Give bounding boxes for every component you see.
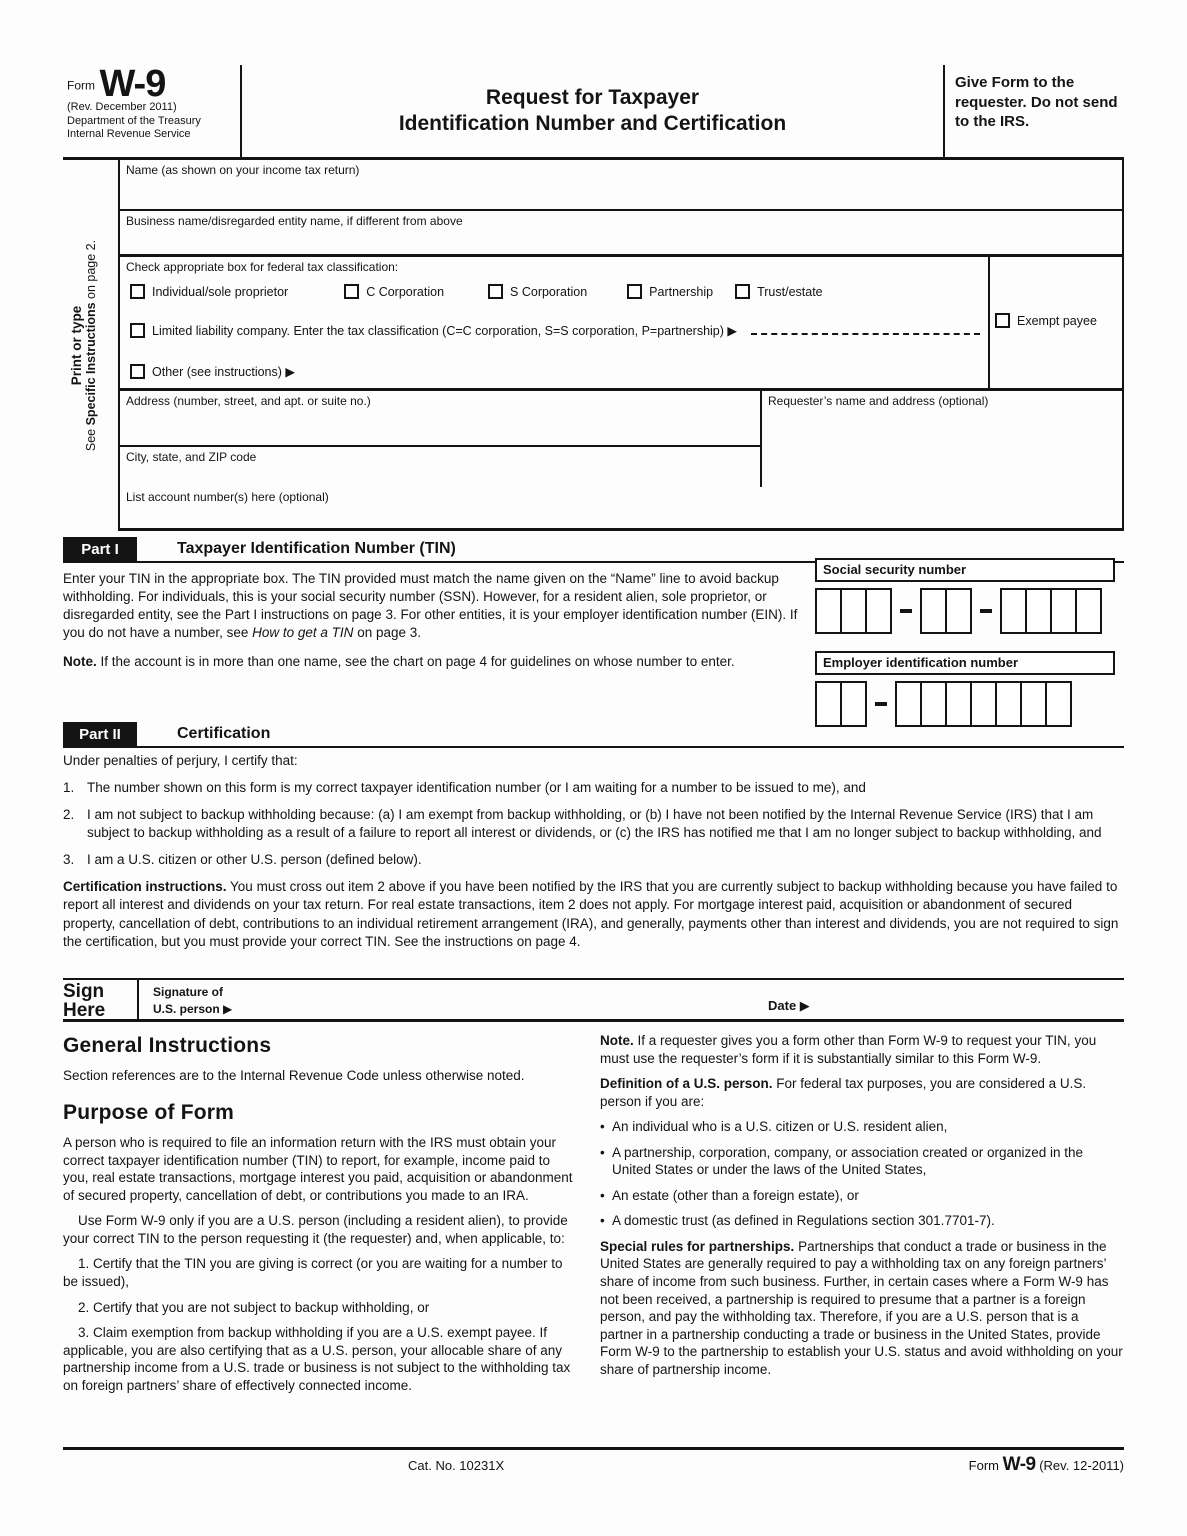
city-state-zip-field[interactable] xyxy=(120,447,762,487)
part1-badge: Part I xyxy=(63,537,137,561)
print-or-type-line: Print or type xyxy=(69,305,84,386)
classification-s-corp xyxy=(488,284,587,299)
see-instructions-line: See Specific Instructions on page 2. xyxy=(84,239,98,452)
tin-cell[interactable] xyxy=(945,681,972,727)
part2-title: Certification xyxy=(177,725,271,742)
sign-here-section xyxy=(63,978,1124,1022)
form-title-line2: Identification Number and Certification xyxy=(398,112,787,135)
us-person-bullet-3: • An estate (other than a foreign estate), or xyxy=(600,1187,1124,1205)
tin-instructions xyxy=(63,570,811,671)
tax-classification-section xyxy=(120,257,1122,391)
llc-label: Limited liability company. Enter the tax classification (C=C corporation, S=S corporation, P=partnership) ▶ xyxy=(152,324,737,338)
instructions-left-column xyxy=(63,1032,576,1394)
certification-item-3: 3. I am a U.S. citizen or other U.S. person (defined below). xyxy=(63,852,422,868)
classification-c-corp xyxy=(344,284,444,299)
general-instructions-paragraph: Section references are to the Internal Revenue Code unless otherwise noted. xyxy=(63,1068,525,1084)
ssn-panel xyxy=(815,558,1115,634)
tin-note: Note. If the account is in more than one name, see the chart on page 4 for guidelines on whose number to enter. xyxy=(63,654,735,670)
tin-cell[interactable] xyxy=(945,588,972,634)
certification-section xyxy=(63,752,1124,951)
form-identity-block xyxy=(63,65,240,157)
part2-badge: Part II xyxy=(63,722,137,746)
trust-estate-label: Trust/estate xyxy=(757,284,823,299)
exempt-payee-checkbox[interactable] xyxy=(995,313,1010,328)
ein-cells xyxy=(815,681,1115,727)
catalog-number: Cat. No. 10231X xyxy=(408,1458,505,1473)
llc-classification-entry-line[interactable] xyxy=(751,333,980,335)
form-header xyxy=(63,65,1124,160)
exempt-payee-label: Exempt payee xyxy=(1017,313,1097,328)
purpose-item-1: 1. Certify that the TIN you are giving is correct (or you are waiting for a number to be issued), xyxy=(63,1256,563,1289)
form-title-line1: Request for Taxpayer xyxy=(485,85,700,109)
classification-partnership xyxy=(627,284,713,299)
requester-form-note: Note. If a requester gives you a form other than Form W-9 to request your TIN, you must use the requester’s form if it is substantially similar to this Form W-9. xyxy=(600,1033,1097,1066)
tin-dash xyxy=(875,702,887,706)
classification-trust-estate xyxy=(735,284,823,299)
account-numbers-label: List account number(s) here (optional) xyxy=(126,490,329,504)
print-or-type-rail xyxy=(63,160,118,531)
tin-cell[interactable] xyxy=(1020,681,1047,727)
ssn-label-box: Social security number xyxy=(815,558,1115,582)
other-label: Other (see instructions) ▶ xyxy=(152,365,295,379)
tin-cell[interactable] xyxy=(1000,588,1027,634)
address-region xyxy=(120,391,1122,487)
general-instructions-title: General Instructions xyxy=(63,1034,272,1057)
purpose-of-form-title: Purpose of Form xyxy=(63,1100,235,1124)
tin-cell[interactable] xyxy=(1075,588,1102,634)
how-to-get-tin-italic: How to get a TIN xyxy=(252,625,354,641)
partnership-label: Partnership xyxy=(649,284,714,299)
purpose-paragraph-1: A person who is required to file an information return with the IRS must obtain your correct taxpayer identification number (TIN) to report, for example, income paid to you, real estate transactions, mortgage interest you paid, acquisition or abandonment of secured property, cancellation of debt, or contributions you made to an IRA. xyxy=(63,1135,573,1203)
form-number: W-9 xyxy=(99,63,166,105)
requester-name-address-field[interactable] xyxy=(762,391,1122,487)
tin-cell[interactable] xyxy=(865,588,892,634)
tin-cell[interactable] xyxy=(815,588,842,634)
c-corporation-label: C Corporation xyxy=(366,284,445,299)
fields-grid xyxy=(118,160,1124,531)
tin-cell[interactable] xyxy=(920,588,947,634)
special-rules-partnerships: Special rules for partnerships. Partnerships that conduct a trade or business in the United States are generally required to pay a withholding tax on any foreign partners’ share of income from such business. Further, in certain cases where a Form W-9 has not been received, a partnership is required to presume that a partner is a foreign person, and pay the withholding tax. Therefore, if you are a U.S. person that is a partner in a partnership conducting a trade or business in the United States, provide Form W-9 to the partnership to establish your U.S. status and avoid withholding on your share of partnership income. xyxy=(600,1238,1123,1377)
us-person-bullet-1: • An individual who is a U.S. citizen or U.S. resident alien, xyxy=(600,1118,1124,1136)
tin-cell-group xyxy=(920,588,972,634)
exempt-payee-row xyxy=(995,313,1122,328)
tin-cell[interactable] xyxy=(895,681,922,727)
tax-classification-main xyxy=(120,257,988,388)
footer-form-reference: Form W-9 (Rev. 12-2011) xyxy=(968,1454,1124,1475)
signature-of-us-person-label: Signature of U.S. person ▶ xyxy=(153,985,233,1016)
tin-cell[interactable] xyxy=(815,681,842,727)
purpose-paragraph-2: Use Form W-9 only if you are a U.S. person (including a resident alien), to provide your correct TIN to the person requesting it (the requester) and, when applicable, to: xyxy=(63,1213,568,1246)
requester-name-address-label: Requester’s name and address (optional) xyxy=(768,394,989,408)
tin-dash xyxy=(980,609,992,613)
print-or-type-text xyxy=(69,160,118,531)
tin-cell[interactable] xyxy=(970,681,997,727)
trust-estate-checkbox[interactable] xyxy=(735,284,750,299)
tin-cell[interactable] xyxy=(995,681,1022,727)
form-revision: (Rev. December 2011) xyxy=(67,101,177,114)
classification-individual xyxy=(130,284,288,299)
certification-intro: Under penalties of perjury, I certify that: xyxy=(63,753,298,768)
certification-instructions: Certification instructions. You must cross out item 2 above if you have been notified by the IRS that you are currently subject to backup withholding because you have failed to report all interest and dividends on your tax return. For real estate transactions, item 2 does not apply. For mortgage interest paid, acquisition or abandonment of secured property, cancellation of debt, contributions to an individual retirement arrangement (IRA), and generally, payments other than interest and dividends, you are not required to sign the certification, but you must provide your correct TIN. See the instructions on page 4. xyxy=(63,879,1119,949)
individual-checkbox[interactable] xyxy=(130,284,145,299)
s-corporation-label: S Corporation xyxy=(510,284,588,299)
tin-cell[interactable] xyxy=(1025,588,1052,634)
business-name-field-label: Business name/disregarded entity name, if different from above xyxy=(126,214,463,228)
city-state-zip-label: City, state, and ZIP code xyxy=(126,450,257,464)
address-field[interactable] xyxy=(120,391,762,447)
tin-cell-group xyxy=(895,681,1072,727)
individual-label: Individual/sole proprietor xyxy=(152,284,289,299)
date-label: Date ▶ xyxy=(768,998,810,1013)
date-entry-area[interactable] xyxy=(784,980,1124,1019)
page-footer xyxy=(63,1447,1124,1481)
form-title-block xyxy=(240,65,945,157)
tin-cell[interactable] xyxy=(1050,588,1077,634)
part2-header-bar xyxy=(63,722,1124,748)
purpose-item-3: 3. Claim exemption from backup withholding if you are a U.S. exempt payee. If applicable, you are also certifying that as a U.S. person, your allocable share of any partnership income from a U.S. trade or business is not subject to the withholding tax on foreign partners’ share of effectively connected income. xyxy=(63,1325,571,1393)
address-field-label: Address (number, street, and apt. or suite no.) xyxy=(126,394,371,408)
sign-divider xyxy=(137,980,139,1019)
purpose-item-2: 2. Certify that you are not subject to backup withholding, or xyxy=(78,1299,430,1315)
tin-cell[interactable] xyxy=(1045,681,1072,727)
other-checkbox[interactable] xyxy=(130,364,145,379)
tin-dash xyxy=(900,609,912,613)
name-field[interactable] xyxy=(120,160,1122,211)
department-name: Department of the Treasury xyxy=(67,114,201,127)
tax-classification-label: Check appropriate box for federal tax classification: xyxy=(126,260,399,274)
classification-llc-row xyxy=(130,323,988,338)
signature-entry-area[interactable] xyxy=(232,980,784,1019)
part1-title: Taxpayer Identification Number (TIN) xyxy=(177,540,456,557)
give-form-note: Give Form to the requester. Do not send to the IRS. xyxy=(955,74,1118,130)
s-corporation-checkbox[interactable] xyxy=(488,284,503,299)
name-field-label: Name (as shown on your income tax return) xyxy=(126,163,360,177)
sign-here-label: Sign Here xyxy=(63,981,106,1022)
instructions-right-column xyxy=(600,1032,1124,1378)
tin-cell-group xyxy=(1000,588,1102,634)
tin-cell[interactable] xyxy=(840,588,867,634)
tin-cell-group xyxy=(815,588,892,634)
form-word: Form xyxy=(67,78,95,93)
tin-cell[interactable] xyxy=(920,681,947,727)
us-person-bullet-2: • A partnership, corporation, company, or association created or organized in the United States or under the laws of the United States, xyxy=(600,1144,1124,1179)
exempt-payee-cell xyxy=(988,257,1122,388)
footer-form-number: W-9 xyxy=(1002,1454,1036,1475)
account-numbers-field[interactable] xyxy=(120,487,1122,531)
business-name-field[interactable] xyxy=(120,211,1122,257)
ein-label-box: Employer identification number xyxy=(815,651,1115,675)
tin-paragraph: Enter your TIN in the appropriate box. The TIN provided must match the name given on the “Name” line to avoid backup withholding. For individuals, this is your social security number (SSN). However, for a resident alien, sole proprietor, or disregarded entity, see the Part I instructions on page 3. For other entities, it is your employer identification number (EIN). If you do not have a number, see How to get a TIN on page 3. xyxy=(63,571,798,641)
tin-cell[interactable] xyxy=(840,681,867,727)
llc-checkbox[interactable] xyxy=(130,323,145,338)
us-person-bullet-4: • A domestic trust (as defined in Regulations section 301.7701-7). xyxy=(600,1212,1124,1230)
certification-item-1: 1. The number shown on this form is my correct taxpayer identification number (or I am waiting for a number to be issued to me), and xyxy=(63,780,866,796)
classification-other-row xyxy=(130,364,988,379)
ssn-cells xyxy=(815,588,1115,634)
c-corporation-checkbox[interactable] xyxy=(344,284,359,299)
tin-cell-group xyxy=(815,681,867,727)
service-name: Internal Revenue Service xyxy=(67,128,191,140)
ein-panel xyxy=(815,651,1115,727)
definition-us-person: Definition of a U.S. person. For federal tax purposes, you are considered a U.S. person if you are: xyxy=(600,1076,1087,1109)
classification-checkbox-row xyxy=(130,284,988,299)
partnership-checkbox[interactable] xyxy=(627,284,642,299)
certification-item-2: 2. I am not subject to backup withholding because: (a) I am exempt from backup withholding, or (b) I have not been notified by the Internal Revenue Service (IRS) that I am subject to backup withholding as a result of a failure to report all interest or dividends, or (c) the IRS has notified me that I am no longer subject to backup withholding, and xyxy=(63,807,1102,841)
